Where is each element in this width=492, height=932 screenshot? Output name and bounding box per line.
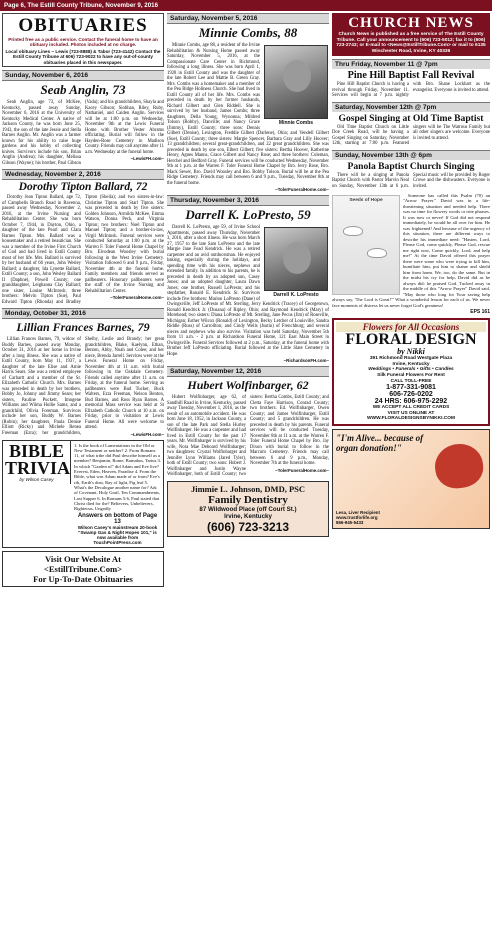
website-link[interactable]: <EstillTribune.Com>: [43, 564, 123, 575]
obit-body: Darrell K. LoPresto Darrell K. LoPresto, age 59, of Irvine School Apartments, passed away Thursday, November 3, 2016, after a short illness. He was born March 27, 1957 to the late Sam LoPresto and the late Margie Jane Foad Kendrick. He was a retired carpenter and an avid outdoorsman. He enjoyed baking, especially during the holidays, and spending time with his nieces, nephews and extended family. In addition to his parents, he is preceded in death by an adopted son, Casey Jones; and an adopted daughter, Laura Dawn Jones; one brother, Russell LoPresto; and his stepfather, Ronald E. Kendrick Sr. Survivors include five brothers: Marion LoPresto (Dane) of Owingsville, Jeff LoPresto of Mt. Sterling, Jerry Kendrick (Tracey) of Georgetown, Ronald Kendrick Jr. (Dusana) of Ripley, Ohio; and Raymond Kendrick (Mary) of Morehead; two sisters: Diana LoPresto of Mt. Sterling, Jane Pecus (Jim) of Roseville, Michigan; Esther Wilcox (Ronald) of Lexington, Becky Letcher of Louisville, Sandra Riddle (Russ) of Carrollton; and Cindy Wells (Justin) of Frenchburg; and several nieces and nephews who also survive. Visitation was held Saturday, November 5th from 11 a.m. - 2 p.m. at Richardson Funeral Home, 121 East Main Street in Owingsville. Funeral Services followed at 2 p.m., Saturday, at the funeral home with Brother Jeff LoPresto officiating. Burial followed at the Little Slate Cemetery in Hope. ~RichardsonFH.com~: [167, 225, 329, 363]
obit-date: Saturday, November 12, 2016: [167, 366, 329, 377]
obit-name: Minnie Combs, 88: [198, 25, 298, 40]
event-date: Sunday, November 13th @ 6pm: [332, 150, 490, 160]
bible-trivia-promo: Wilson Casey's mainstream 20-book "Swamp Gas & Night Hopes 101," is now available from TouchPointPress.com: [77, 525, 158, 546]
floral-phone-tollfree: 1-877-331-9081: [386, 384, 436, 392]
organ-donation-phone: 866-945-5433: [336, 519, 364, 525]
dentist-ad: [167, 481, 329, 537]
obit-name: Dorothy Tipton Ballard, 72: [18, 181, 148, 194]
floral-by: by Nikki: [397, 347, 425, 357]
church-news-header: [332, 13, 490, 56]
floral-services: Weddings • Funerals • Gifts • Candles: [368, 367, 454, 373]
obit-photo-block: [263, 225, 329, 298]
doves-illustration: [332, 195, 400, 295]
obit-date: Thursday, November 3, 2016: [167, 195, 329, 206]
heart-icon: [432, 441, 486, 491]
seeds-of-hope-section: [332, 193, 490, 316]
floral-name: FLORAL DESIGN: [345, 331, 477, 349]
event-body: There will be a singing at Panola Baptist Church with Pastor Marvin Neal on Sunday, November 13th at 6 p.m. Special music will be provided by Roger Crowe and the dishwasters. Everyone is invited.: [332, 172, 490, 189]
floral-address: 391 Richmond Road Westgate Plaza: [369, 356, 453, 362]
obit-date: Saturday, November 5, 2016: [167, 13, 329, 24]
obit-body: Lillian Frances Barnes, 79, widow of Buddy Barnes, passed away Monday, October 31, 2016 at her home in Irvine after a long illness. She was a native of Estill County, born May 11, 1937, a daughter of the late Elise and Arnie Harris Sears. She was a retired employee of Carhartt and a member of the St. Elizabeth Catholic Church. Mrs. Barnes was preceded in death by her brothers, Bobby Jo, Johnny and Jimmy Sears; her sisters, Pauline Puckett, Imogene Williams and Wilma Hollie Sams; and a grandchild, Olivia Foreman. Survivors include her son, Buddy W. Barnes (Robin); her daughters, Paula Denise Elliott (Ricky) and Michele Renea Freeman (Ezra); her grandchildren, Shelby, Leslie and Brandy; her great grandchildren, Blake, Kaelynn, Ethan, Benton, Abby, Noah and Colee; and her niece, Brenda Jarrell. Services were at the Lewis Funeral Home on Friday, November 4th at 11 a.m. with burial following in the Oakdale Cemetery. Friends called anytime after 11 a.m. on Friday, at the funeral home. Serving as pallbearers were Bud Tucker, Buck Walters, Ezra Freeman, Nelson Benton, Bud Barnes, and Ross Ryan Barnes. A memorial Mass service was held at St Elizabeth Catholic Church at 10 a.m. on Friday, prior to visitation at Lewis Funeral Home. All were welcome to attend. ~LewisFH.com~: [2, 337, 164, 437]
bible-trivia-author: by Wilson Casey: [19, 476, 54, 482]
organ-donation-quote: "I'm Alive... because of organ donation!": [336, 432, 424, 453]
bible-trivia-box: [2, 440, 164, 549]
obit-credit: ~TolerFuneralHome.com~: [275, 467, 329, 473]
event-title: Gospel Singing at Old Time Baptist: [338, 112, 484, 124]
obit-date: Monday, October 31, 2016: [2, 308, 164, 319]
event-title: Pine Hill Baptist Fall Revival: [347, 70, 475, 82]
floral-silk: Silk Funeral Flowers For Rent: [377, 372, 445, 378]
obit-photo-caption: Darrell K. LoPresto: [273, 292, 319, 298]
organ-donation-website[interactable]: www.trustforlife.org: [336, 514, 378, 520]
seeds-of-hope-label: Seeds of Hope: [349, 197, 383, 203]
floral-city: Irvine, Kentucky: [392, 361, 430, 367]
floral-visit: VISIT US ONLINE AT: [387, 410, 435, 416]
obituaries-header: [2, 13, 164, 67]
obit-name: Seab Anglin, 73: [40, 82, 126, 98]
obit-credit: ~RichardsonFH.com~: [283, 358, 329, 363]
obituaries-title: OBITUARIES: [18, 15, 148, 36]
website-promo-line3: For Up-To-Date Obituaries: [33, 574, 133, 585]
obit-photo: [264, 227, 328, 291]
dentist-city: Irvine, Kentucky: [224, 512, 272, 520]
seeds-of-hope-code: EPS 161: [470, 309, 490, 316]
obit-photo-caption: Minnie Combs: [278, 120, 314, 126]
seeds-of-hope-body: Someone has called this Psalm (70) an "Arrow Prayer." David was in a life-threatening situation and needed help. There was no time for flowery words or trite phrases. It was now or never! If God did not respond immediately, he would be all over for him. He was frightened! And because of the urgency of this situation, there are different ways to describe his immediate need: "Hasten, Lord, Please God, come quickly, Please God, rescue me right now, Come quickly, Lord, and help me!" At the time David offered this prayer there were some who were trying to kill him, humiliate him, put him to shame and shield him from harm. We, too, do the same. But in the midst his cry for help, David did as he always did: he praised God. Tucked away in the middle of this "Arrow Prayer" David said, "May those who long for Your saving help always say, 'The Lord is Great!'" What a wonderful lesson for each of us. We never face moments of distress let us never forget God's greatness! EPS 161: [332, 192, 490, 316]
bible-trivia-title: BIBLE TRIVIA: [5, 440, 71, 478]
bible-trivia-header: [3, 441, 71, 484]
obit-credit: ~LewisFH.com~: [130, 156, 164, 162]
event-body: Old Time Baptist Church on Little Doe Creek Road, will be having a Gospel Singing on Saturday, November 12th, starting at 7:00 p.m. Featured singers will be The Watrous Family but all other singers are welcome. Everyone is invited to attend.: [332, 124, 490, 147]
dentist-address: 87 Wildwood Place (off Court St.): [199, 505, 297, 513]
floral-phone-24hr: 24 HRS: 606-975-2292: [374, 398, 448, 406]
dove-icon: [343, 226, 363, 236]
obit-name: Lillian Frances Barnes, 79: [16, 320, 150, 335]
obit-date: Wednesday, November 2, 2016: [2, 169, 164, 180]
obit-body: Seab Anglin, age 73, of McKee, Kentucky, passed away Sunday, November 6, 2016 at the University of Kentucky Medical Center. A native of Jackson County, he was born June 25, 1943, the son of the late Jessie and Stella Barnes Anglin. Mr. Anglin was a farmer known for his ability to raise huge gardens and his hobby of collecting knives. Survivors include his son, Brian Anglin (Andrea); his daughter, Melissa Gibson (Wayne); his brother, Paul Gibson (Vada); and his grandchildren, Shayla and Kacey Gibson; Siobhan, Riley, Ruby, Nathaniel, and Caiden Anglin. Services will be at 1:00 p.m. on Wednesday, November 9th at the Lewis Funeral Home with Brother Vester Abrams officiating. Burial will follow in the Hayden-Rose Cemetery in Madison County. Friends may call anytime after 11 a.m. Wednesday at the funeral home. ~LewisFH.com~: [2, 100, 164, 166]
floral-website[interactable]: WWW.FLORALDESIGNSBYNIKKI.COM: [367, 416, 455, 422]
obit-body: Minnie Combs Minnie Combs, age 88, a resident of the Irvine Rehabilitation & Nursing Home passed away Saturday, November 5, 2016, at the Compassionate Care Center in Richmond, following a long illness. She was born April 1, 1928 in Estill County and was the daughter of the late Robert Lee and Mattie B. Green Gray. Mrs. Combs was a homemaker and a member of the Pea Ridge Holiness Church. She had lived in Estill County all of her life. Mrs. Combs was preceded in death by her former husbands, Richard Gilbert and Glen Riddell. She is survived by her husband, James Combs; three daughters, Della Young, Wynonna; Mildred Tolson (Bobby), Danville; and Nancy Grace (Jimmy), Estill County; three sons: Dennis Gilbert (Denise), Lexington, Freddie Gilbert (Darlene), Ohio; and Vendell Gilbert (Sue), Estill County; three sisters: Margie Spencer, Barbara Gray and Lilly Hoover; 13 grandchildren; several great-grandchildren, and 22 great grandchildren. She was preceded in death by one son, Elbert Gilbert; five sisters: Bertha Hoover, Katherine Henry, Agnes Manns, Grace Gilbert and Nancy Rose; and three brothers: Coleman, Herchel and Bedford Gray. Funeral services will be conducted Wednesday, November 9th at 1 p.m. at the Warren F. Toler Funeral Home Chapel by Bro. Jerry Rose, Bro. Mack Sewer, Bro. David Woosley and Bro. Bobby Tolson. Burial will be at the Pea Ridge Cemetery. Friends may call between 6 and 9 p.m., Tuesday, November 8th at the funeral home. ~TolerFuneralHome.com~: [167, 43, 329, 192]
obit-photo: [264, 45, 328, 119]
dentist-name: Jimmie L. Johnson, DMD, PSC: [190, 483, 306, 494]
organ-donation-ad: [332, 429, 490, 529]
column-middle: [167, 13, 329, 930]
event-title: Panola Baptist Church Singing: [347, 160, 475, 172]
dentist-phone: (606) 723-3213: [206, 519, 290, 534]
obit-name: Darrell K. LoPresto, 59: [185, 207, 311, 222]
obituaries-notice: Printed free as a public service. Contact the funeral home to have an obituary included. Photos included at no charge.: [8, 37, 158, 48]
bible-trivia-answers: Answers on bottom of Page 13: [77, 513, 158, 526]
organ-donation-caption: Lesa, Liver Recipient: [336, 509, 380, 515]
church-news-title: CHURCH NEWS: [348, 15, 474, 31]
obit-credit: ~LewisFH.com~: [130, 431, 164, 437]
event-date: Saturday, November 12th @ 7pm: [332, 102, 490, 112]
dove-icon: [367, 248, 387, 258]
column-right: [332, 13, 490, 930]
obit-photo-block: [263, 43, 329, 126]
obit-body: Dorothy Jean Tipton Ballard, age 72, of Campbells Branch Road in Ravenna, passed away Wednesday, November 2, 2016, at the Irvine Nursing and Rehabilitation Center. She was born October 7, 1944, in Dayton, Ohio, a daughter of the late Pearl and Clara Barnes Tipton. Mrs. Ballard was a housemaker and a retired beautician. She was a member of the Irvine First Church of God and had lived in Estill County most of her life. Mrs. Ballard is survived by her husband of 66 years, John Wesley Ballard; a daughter, Ida Lynette Ballard, Estill County; a son, John Wesley Ballard II (Daphne), Powell County; one granddaughter, Leighanna Clay Ballard; one sister, Louise McIntosh; three brothers: Melvin Tipton (Sue), Paul Edward Tipton (Rhonda) and Bradley Tipton (Sheila); and two sisters-in-law: Christine Tipton and Starl Tipton. She was preceded in death by five sisters: Golden Johnson, Armilda McKee, Emma Watson, Donna Peck, and Virginia Tipton; two brothers: Noel Tipton and Manuel Tipton; and a brother-in-law, Virgil McIntosh. Funeral services were conducted Saturday at 1:00 p.m. at the Warren F. Toler Funeral Home Chapel by Bro. Elvodean Woosley with burial following in the West Irvine Cemetery. Visitation followed 6 and 9 p.m., Friday, November 4th at the funeral home. Family members and friends served as pallbearers. Honorary pallbearers were the staff of the Irvine Nursing and Rehabilitation Center. ~TolerFuneralHome.com~: [2, 195, 164, 305]
dentist-practice: Family Dentistry: [208, 493, 288, 506]
floral-call: CALL TOLL-FREE: [390, 378, 432, 384]
obit-name: Hubert Wolfinbarger, 62: [187, 378, 309, 392]
page-header-bar: Page 6, The Estill County Tribune, November 9, 2016: [0, 0, 492, 11]
obit-body: Hubert Wolfinbarger, age 62, of Sandhill Road in Irvine, Kentucky, passed away Tuesday, November 1, 2016, as the result of an automobile accident. He was born June 18, 1952, in Jackson County, a son of the late Park and Stella Hurley Wolfinbarger. He was a carpenter and had lived in Estill County for the past 17 years. Mr. Wolfinbarger is survived by his wife, Nora Mae Deboard Wolfinbarger; two daughters: Crystal Wolfinbarger and Jennifer Lynn Williams (Jared Tyler), both of Estill County; two sons: Hubert J. Wolfinbarger and Justin Wayne Wolfinbarger, both of Estill County; two sisters: Bertha Combs, Estill County; and Cletta Faye Harrison, Conrad County; two brothers: Ed. Wolfinbarger, Owen County; and James Wolfinbarger, Estill County; and 5 grandchildren. He was preceded in death by his parents. Funeral services will be conducted Tuesday, November 8th at 11 a.m. at the Warren F. Toler Funeral Home Chapel by Bro. Jay Dixon with burial to follow in the Marcum Cemetery. Friends may call between 6 and 9 p.m., Monday, November 7th at the funeral home. ~TolerFuneralHome.com~: [167, 395, 329, 477]
floral-design-ad: [332, 318, 490, 426]
event-body: Pine Hill Baptist Church is having a revival through Friday, November 11. Services will begin at 7 p.m. nightly with Bro. Shane Lockhart as the evangelist. Everyone is invited to attend.: [332, 82, 490, 99]
obituaries-contact: Local obituary Lines ~ Lewis (723-8888) & Tabor (723-4142) Contact the Estill County Tribune at 606) 723-9022 to have any out-of-county obituaries placed in this newspaper.: [5, 48, 161, 65]
website-promo-line1: Visit Our Website At: [45, 554, 121, 565]
bible-trivia-questions: 1. Is the book of Lamentations in the Old or New Testament or neither? 2. From Romans 11, of what tribe did Paul describe himself as a member? Benjamin, Rome, Barnabas, Tarius 3. In which "Garden of" did Adam and Eve live? Everest, Eden, Heaven, Paradise 4. From the Bible, what was Adam made of or from? Eve's rib, Earth's dust, Ray of light, Fig leaf 5. What's the Decalogue another name for? Ark of Covenant, Holy Grail, Ten Commandments, Last Supper 6. In Romans 5:6, Paul stated that Christ died for the? Believers, Unbelievers, Righteous, Ungodly Answers on bottom of Page 13 Wilson Casey's mainstream 20-book "Swamp Gas & Night Hopes 101," is now available from TouchPointPress.com: [74, 442, 161, 546]
obit-credit: ~TolerFuneralHome.com~: [275, 187, 329, 192]
website-promo: [2, 551, 164, 587]
floral-tagline: Flowers for All Occasions: [336, 322, 486, 332]
event-date: Thru Friday, November 11 @ 7pm: [332, 59, 490, 69]
obit-date: Sunday, November 6, 2016: [2, 70, 164, 81]
church-news-notice: Church News is published as a free service of The Estill County Tribune. Call your announcement to (606) 723-5012; fax it to (606) 723-2743; or E-mail to <News@EstillTribune.Com> or mail to 6135 Winchester Road, Irvine, KY 40336: [336, 32, 486, 54]
obit-credit: ~TolerFuneralHome.com~: [110, 295, 164, 301]
organ-donation-footer: [336, 510, 380, 525]
column-left: [2, 13, 164, 930]
floral-phone-local: 606-726-0202: [389, 391, 433, 399]
floral-cards: WE ACCEPT ALL CREDIT CARDS: [372, 405, 450, 411]
